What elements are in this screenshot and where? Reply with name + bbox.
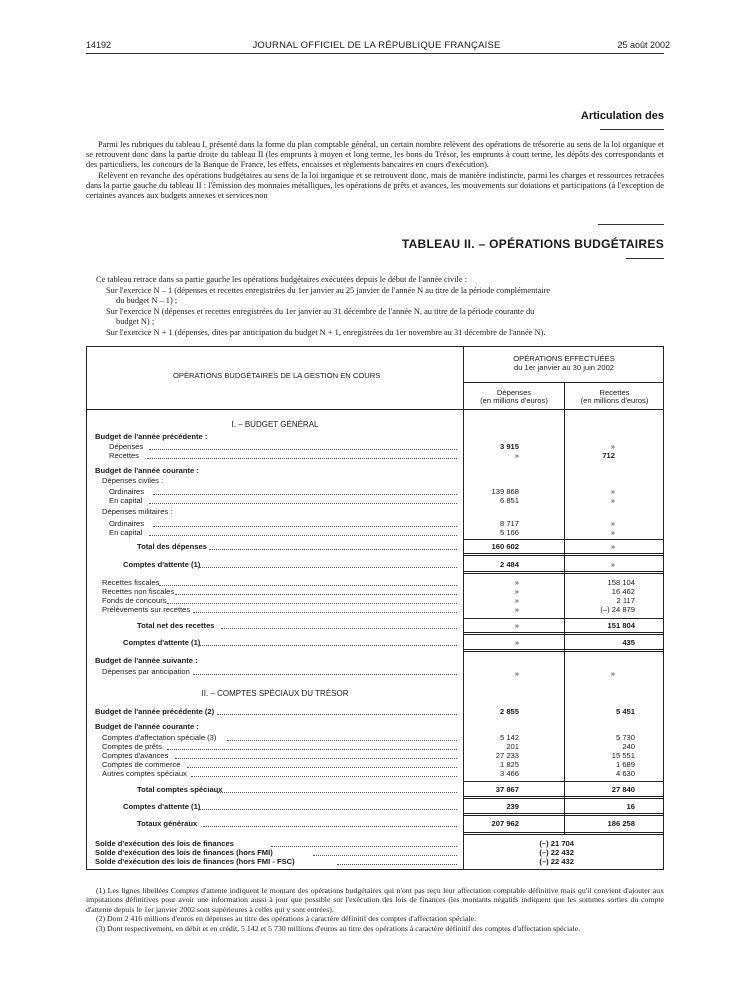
cell-depenses: 1 825 [499, 760, 519, 769]
row-leader [167, 749, 457, 750]
double-rule [464, 632, 663, 635]
row-label: Dépenses civiles : [102, 476, 164, 485]
row-label: Solde d'exécution des lois de finances (hors FMI - FSC) [95, 857, 295, 866]
row-label: Fonds de concours [102, 596, 167, 605]
row-label: Comptes d'avances [102, 751, 169, 760]
cell-recettes: 5 451 [615, 707, 635, 716]
row-label: Recettes non fiscales [102, 587, 175, 596]
cell-recettes: » [610, 528, 615, 537]
row-leader [187, 767, 457, 768]
cell-depenses: » [514, 669, 519, 678]
row-leader [149, 449, 457, 450]
row-label: Budget de l'année courante : [95, 466, 199, 475]
cell-depenses: 239 [506, 802, 519, 811]
cell-solde: (–) 21 704 [539, 839, 574, 848]
cell-recettes: » [610, 560, 615, 569]
row-leader [199, 645, 457, 646]
double-rule [464, 553, 663, 556]
row-label: Dépenses militaires : [102, 507, 173, 516]
row-leader [191, 776, 457, 777]
cell-depenses: » [514, 638, 519, 647]
row-leader [149, 503, 457, 504]
section-rule [598, 224, 664, 225]
intro-item: Sur l'exercice N + 1 (dépenses, dites par anticipation du budget N + 1, enregistrées du 1er novembre au 31 décembre de l'année N). [106, 327, 546, 337]
row-leader [193, 674, 457, 675]
cell-recettes: » [610, 496, 615, 505]
cell-depenses: 207 962 [491, 819, 519, 828]
intro-item-cont: budget N) ; [116, 317, 155, 327]
cell-recettes: 4 630 [615, 769, 635, 778]
cell-depenses: 160 602 [491, 542, 519, 551]
row-leader [153, 526, 457, 527]
row-label: Comptes de commerce [102, 760, 181, 769]
row-label: Comptes de prêts [102, 742, 162, 751]
col-depenses-unit: (en millions d'euros) [480, 396, 548, 405]
row-label: Dépenses par anticipation [102, 667, 190, 676]
cell-depenses: » [514, 605, 519, 614]
cell-recettes: (–) 24 879 [600, 605, 635, 614]
row-leader [147, 458, 457, 459]
row-leader [159, 585, 457, 586]
row-leader [209, 549, 457, 550]
journal-title: JOURNAL OFFICIEL DE LA RÉPUBLIQUE FRANÇAISE [252, 40, 501, 51]
cell-depenses: 37 867 [495, 785, 519, 794]
cell-solde: (–) 22 432 [539, 848, 574, 857]
rule [464, 539, 663, 540]
row-label: Recettes [109, 451, 139, 460]
row-leader [217, 792, 457, 793]
row-label: Comptes d'attente (1) [123, 802, 201, 811]
row-leader [175, 594, 457, 595]
cell-depenses: » [514, 587, 519, 596]
row-label: Ordinaires [109, 519, 145, 528]
cell-recettes: 240 [622, 742, 635, 751]
double-rule [464, 832, 663, 835]
tableau-intro [86, 275, 664, 339]
cell-recettes: 16 [626, 802, 635, 811]
row-leader [221, 628, 457, 629]
operations-table [86, 346, 664, 870]
col-header-left: OPÉRATIONS BUDGÉTAIRES DE LA GESTION EN COURS [173, 371, 381, 380]
row-leader [175, 758, 457, 759]
cell-solde: (–) 22 432 [539, 857, 574, 866]
row-label: Recettes fiscales [102, 578, 160, 587]
footnote-1: (1) Les lignes libellées Comptes d'attente indiquent le montant des opérations budgétaires qui n'ont pas reçu leur affectation comptable définitive mais qu'il convient d'ajouter aux imputations définitives pour avoir une information aussi à jour que possible sur l'exécution des lois de finances (les montants négatifs indiquent que les sommes sorties du compte d'attente depuis le 1er janvier 2002 sont supérieures à celles qui y sont entrées). [86, 886, 664, 914]
cell-recettes: » [610, 442, 615, 451]
footnotes [86, 886, 664, 933]
cell-recettes: » [610, 519, 615, 528]
section-budget-general: I. – BUDGET GÉNÉRAL [231, 420, 319, 429]
row-label-total: Totaux généraux [137, 819, 198, 828]
row-label: Budget de l'année précédente (2) [95, 707, 215, 716]
row-label-total: Total net des recettes [137, 621, 215, 630]
cell-depenses: » [514, 596, 519, 605]
cell-depenses: 201 [506, 742, 519, 751]
row-leader [193, 612, 457, 613]
cell-depenses: 5 142 [499, 733, 519, 742]
intro-item: Sur l'exercice N – 1 (dépenses et recettes enregistrées du 1er janvier au 25 janvier de l'année N au titre de la période complémentaire [106, 285, 551, 295]
row-label: Comptes d'attente (1) [123, 560, 201, 569]
col-header-group: OPÉRATIONS EFFECTUÉES [513, 354, 615, 363]
header-bottom-rule [87, 409, 663, 410]
cell-recettes: » [610, 669, 615, 678]
row-label: Comptes d'attente (1) [123, 638, 201, 647]
row-leader [337, 864, 457, 865]
cell-depenses: 3 466 [499, 769, 519, 778]
row-label: En capital [109, 496, 143, 505]
row-label: Ordinaires [109, 487, 145, 496]
cell-recettes: » [610, 487, 615, 496]
row-leader [271, 846, 457, 847]
articulation-paragraph-2: Relèvent en revanche des opérations budgétaires au sens de la loi organique et se retrouvent donc, mais de manière indistincte, parmi les charges et ressources retracées dans la partie gauche du tableau II : l'émission des monnaies métalliques, les opérations de prêts et avances, les mouvements sur dotations et participations (à l'exception de certaines avances aux budgets annexes et services non [86, 170, 664, 201]
row-label: Prélèvements sur recettes [102, 605, 191, 614]
col-header-period: du 1er janvier au 30 juin 2002 [513, 363, 615, 372]
cell-depenses: » [514, 621, 519, 630]
cell-recettes: 15 551 [611, 751, 635, 760]
row-leader [199, 567, 457, 568]
cell-recettes: 2 117 [616, 596, 635, 605]
double-rule [464, 796, 663, 799]
double-rule [464, 571, 663, 574]
col-recettes-unit: (en millions d'euros) [580, 396, 649, 405]
cell-depenses: 2 855 [499, 707, 519, 716]
row-label: Budget de l'année suivante : [95, 656, 198, 665]
row-label: Solde d'exécution des lois de finances (hors FMI) [95, 848, 273, 857]
row-label: Dépenses [109, 442, 144, 451]
section-comptes-speciaux: II. – COMPTES SPÉCIAUX DU TRÉSOR [201, 689, 349, 698]
cell-depenses: 3 915 [499, 442, 519, 451]
row-leader [153, 494, 457, 495]
row-label: Budget de l'année courante : [95, 722, 199, 731]
cell-recettes: » [610, 542, 615, 551]
row-label: Autres comptes spéciaux [102, 769, 187, 778]
row-label: Solde d'exécution des lois de finances [95, 839, 234, 848]
cell-recettes: 27 840 [611, 785, 635, 794]
footnote-3: (3) Dont respectivement, en débit et en crédit, 5 142 et 5 730 millions d'euros au titre des opérations à caractère définitif des comptes d'affectation spéciale. [96, 923, 581, 933]
articulation-title: Articulation des [580, 110, 664, 122]
cell-recettes: 151 804 [607, 621, 635, 630]
row-label: Comptes d'affectation spéciale (3) [102, 733, 217, 742]
cell-depenses: 139 868 [491, 487, 519, 496]
footnote-2: (2) Dont 2 416 millions d'euros en dépenses au titre des opérations à caractère définitif des comptes d'affectation spéciale. [96, 914, 477, 924]
rule [464, 618, 663, 619]
intro-item-cont: du budget N – 1) ; [116, 296, 178, 306]
col-depenses: Dépenses [496, 388, 532, 397]
cell-depenses: » [514, 578, 519, 587]
cell-recettes: 712 [602, 451, 615, 460]
row-label-total: Total comptes spéciaux [137, 785, 223, 794]
page-number: 14192 [86, 40, 112, 50]
cell-recettes: 435 [622, 638, 635, 647]
row-label: En capital [109, 528, 143, 537]
cell-recettes: 1 689 [615, 760, 635, 769]
header-rule [86, 53, 664, 54]
cell-depenses: 6 851 [499, 496, 519, 505]
cell-depenses: 5 166 [499, 528, 519, 537]
rule [464, 781, 663, 782]
articulation-text [86, 140, 664, 201]
cell-depenses: » [514, 451, 519, 460]
row-leader [149, 535, 457, 536]
tableau-title-rule [626, 258, 664, 259]
intro-item: Sur l'exercice N (dépenses et recettes enregistrées du 1er janvier au 31 décembre de l'année N, au titre de la période courante du [106, 306, 535, 316]
cell-recettes: 16 462 [611, 587, 635, 596]
cell-depenses: 27 233 [495, 751, 519, 760]
cell-recettes: 158 104 [607, 578, 635, 587]
cell-recettes: 5 730 [615, 733, 635, 742]
row-leader [203, 826, 457, 827]
cell-recettes: 186 258 [607, 819, 635, 828]
row-leader [167, 603, 457, 604]
page-date: 25 août 2002 [617, 40, 670, 50]
header-rule [464, 382, 664, 383]
row-label-total: Total des dépenses [137, 542, 207, 551]
cell-depenses: 2 484 [499, 560, 519, 569]
tableau-title: TABLEAU II. – OPÉRATIONS BUDGÉTAIRES [401, 237, 664, 251]
intro-text: Ce tableau retrace dans sa partie gauche les opérations budgétaires exécutées depuis le début de l'année civile : [96, 275, 468, 284]
double-rule [464, 649, 663, 652]
col-recettes: Recettes [599, 388, 630, 397]
row-leader [313, 855, 457, 856]
row-leader [199, 809, 457, 810]
cell-depenses: 8 717 [499, 519, 519, 528]
row-label: Budget de l'année précédente : [95, 432, 208, 441]
articulation-paragraph-1: Parmi les rubriques du tableau I, présenté dans la forme du plan comptable général, un certain nombre relèvent des opérations de trésorerie au sens de la loi organique et se retrouvent donc dans la partie droite du tableau II (les emprunts à moyen et long terme, les bons du Trésor, les emprunts à court terme, les dépôts des correspondants et des particuliers, les concours de la Banque de France, les effets, encaisses et règlements bancaires en cours d'exécution). [86, 140, 664, 170]
title-rule [600, 129, 664, 130]
row-leader [217, 714, 457, 715]
row-leader [227, 740, 457, 741]
double-rule [464, 813, 663, 816]
